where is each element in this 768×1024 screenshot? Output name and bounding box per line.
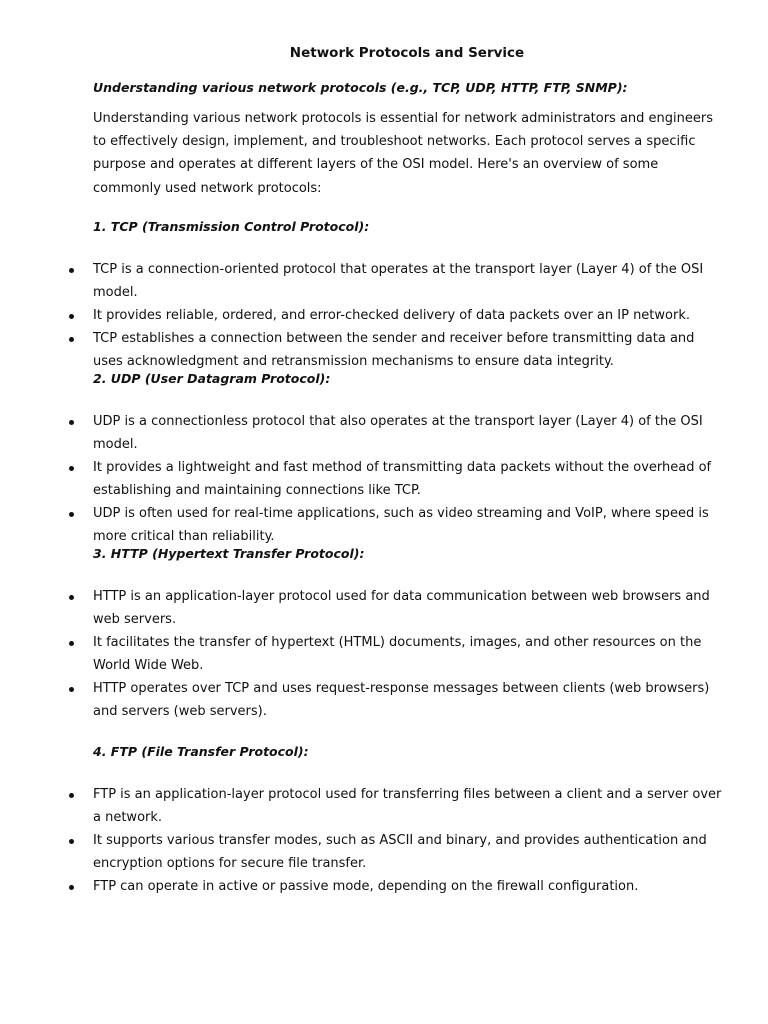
list-item-text: HTTP operates over TCP and uses request-response messages between clients (web browsers) and servers (web servers). xyxy=(93,681,710,719)
list-item xyxy=(0,783,725,829)
list-item xyxy=(0,585,725,631)
list-item xyxy=(0,456,725,502)
list-item-text: It provides a lightweight and fast method of transmitting data packets without the overhead of establishing and maintaining connections like TCP. xyxy=(93,460,712,498)
list-item xyxy=(0,258,725,304)
document-title: Network Protocols and Service xyxy=(289,45,525,61)
list-item-text: It provides reliable, ordered, and error-checked delivery of data packets over an IP network. xyxy=(93,308,690,323)
section-heading-ftp: 4. FTP (File Transfer Protocol): xyxy=(93,744,309,759)
list-item-text: It facilitates the transfer of hypertext (HTML) documents, images, and other resources on the World Wide Web. xyxy=(93,635,702,673)
list-item xyxy=(0,875,725,898)
intro-subheading: Understanding various network protocols (e.g., TCP, UDP, HTTP, FTP, SNMP): xyxy=(93,80,628,95)
section-heading-udp: 2. UDP (User Datagram Protocol): xyxy=(93,371,331,386)
list-item-text: HTTP is an application-layer protocol used for data communication between web browsers and web servers. xyxy=(93,589,710,627)
intro-paragraph: Understanding various network protocols is essential for network administrators and engineers to effectively design, implement, and troubleshoot networks. Each protocol serves a specific purpose and operates at different layers of the OSI model. Here's an overview of some commonly used network protocols: xyxy=(93,111,714,196)
bullet-icon xyxy=(69,793,74,798)
bullet-list-udp xyxy=(0,410,725,548)
list-item-text: TCP is a connection-oriented protocol that operates at the transport layer (Layer 4) of the OSI model. xyxy=(93,262,704,300)
bullet-icon xyxy=(69,314,74,319)
list-item xyxy=(0,410,725,456)
list-item xyxy=(0,631,725,677)
list-item-text: It supports various transfer modes, such as ASCII and binary, and provides authentication and encryption options for secure file transfer. xyxy=(93,833,707,871)
bullet-icon xyxy=(69,595,74,600)
bullet-list-http xyxy=(0,585,725,723)
bullet-icon xyxy=(69,512,74,517)
bullet-icon xyxy=(69,641,74,646)
bullet-icon xyxy=(69,839,74,844)
bullet-icon xyxy=(69,420,74,425)
section-heading-tcp: 1. TCP (Transmission Control Protocol): xyxy=(93,219,370,234)
list-item-text: FTP is an application-layer protocol used for transferring files between a client and a server over a network. xyxy=(93,787,722,825)
list-item-text: UDP is often used for real-time applications, such as video streaming and VoIP, where speed is more critical than reliability. xyxy=(93,506,709,544)
bullet-list-tcp xyxy=(0,258,725,373)
list-item xyxy=(0,677,725,723)
list-item-text: TCP establishes a connection between the sender and receiver before transmitting data and uses acknowledgment and retransmission mechanisms to ensure data integrity. xyxy=(93,331,695,369)
bullet-icon xyxy=(69,885,74,890)
list-item xyxy=(0,327,725,373)
list-item xyxy=(0,829,725,875)
list-item xyxy=(0,502,725,548)
bullet-icon xyxy=(69,268,74,273)
list-item-text: FTP can operate in active or passive mode, depending on the firewall configuration. xyxy=(93,879,639,894)
bullet-icon xyxy=(69,337,74,342)
bullet-list-ftp xyxy=(0,783,725,898)
section-heading-http: 3. HTTP (Hypertext Transfer Protocol): xyxy=(93,546,365,561)
bullet-icon xyxy=(69,466,74,471)
list-item xyxy=(0,304,725,327)
list-item-text: UDP is a connectionless protocol that also operates at the transport layer (Layer 4) of the OSI model. xyxy=(93,414,703,452)
bullet-icon xyxy=(69,687,74,692)
